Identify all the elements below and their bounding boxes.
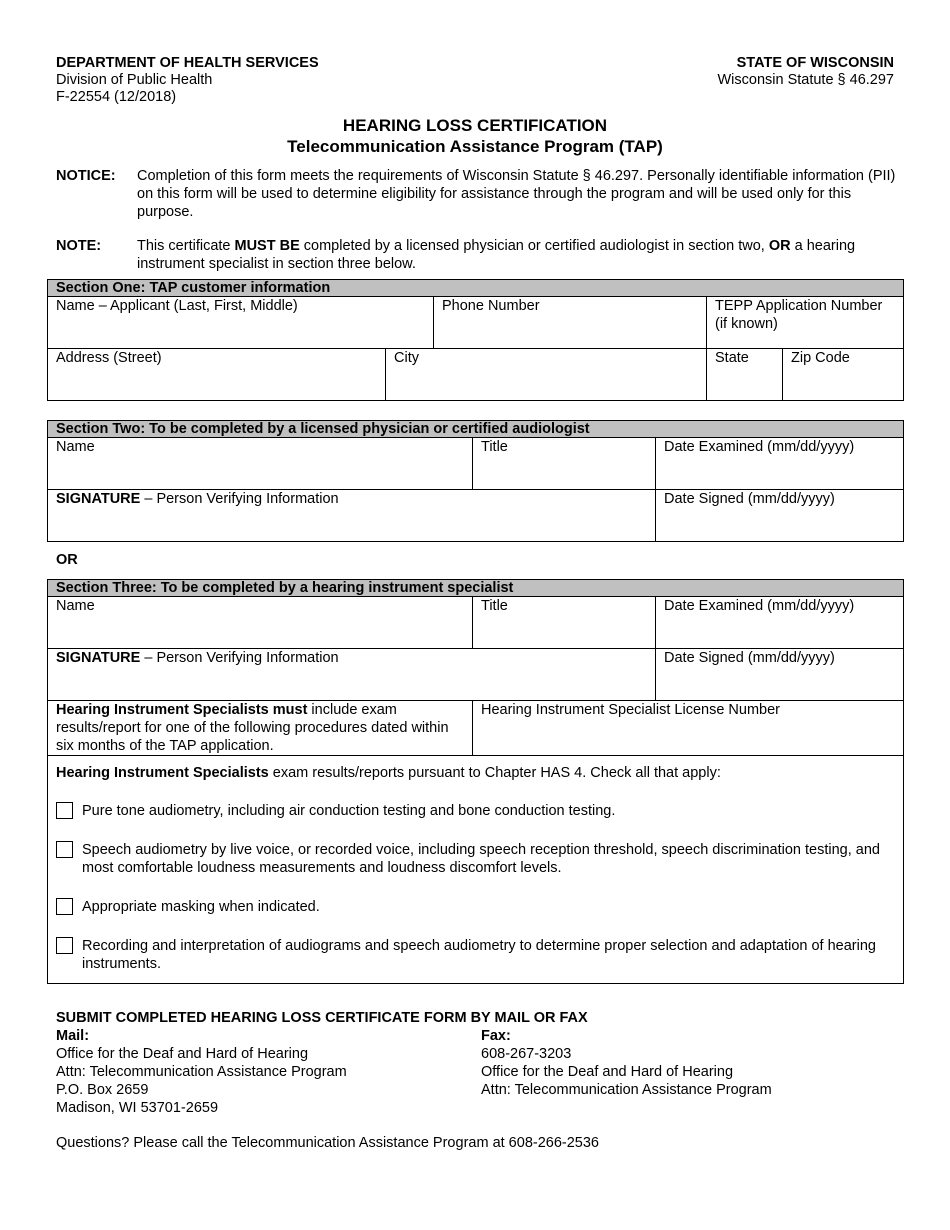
s2-date-signed-label: Date Signed (mm/dd/yyyy) <box>664 491 835 507</box>
s3-date-examined-field[interactable] <box>656 597 904 649</box>
his-requirement-text <box>48 701 473 756</box>
tepp-number-label: TEPP Application Number (if known) <box>715 298 883 332</box>
recording-checkbox[interactable] <box>56 937 73 954</box>
speech-audiometry-checkbox[interactable] <box>56 841 73 858</box>
section-three-header: Section Three: To be completed by a hearing instrument specialist <box>48 580 904 597</box>
check-item-masking <box>56 898 895 916</box>
exam-results-cell <box>48 756 904 984</box>
state-header <box>717 55 894 89</box>
phone-number-field[interactable] <box>434 297 707 349</box>
fax-line: Attn: Telecommunication Assistance Program <box>481 1082 772 1098</box>
check-item-recording <box>56 937 895 973</box>
masking-checkbox[interactable] <box>56 898 73 915</box>
fax-line: Office for the Deaf and Hard of Hearing <box>481 1064 734 1080</box>
s3-signature-label: – Person Verifying Information <box>140 650 339 666</box>
s2-title-label: Title <box>481 439 508 455</box>
division-name: Division of Public Health <box>56 72 213 88</box>
note-text-part2: completed by a licensed physician or certified audiologist in section two, <box>299 238 769 254</box>
fax-label: Fax: <box>481 1028 511 1044</box>
questions-footer: Questions? Please call the Telecommunication Assistance Program at 608-266-2536 <box>56 1135 599 1151</box>
s3-date-signed-label: Date Signed (mm/dd/yyyy) <box>664 650 835 666</box>
exam-results-intro <box>56 764 895 782</box>
form-subtitle: Telecommunication Assistance Program (TAP) <box>287 137 663 156</box>
section-one-table <box>47 279 904 401</box>
mail-column <box>56 1027 347 1117</box>
s2-signature-label-bold: SIGNATURE <box>56 491 141 507</box>
s2-name-field[interactable] <box>48 438 473 490</box>
s3-title-label: Title <box>481 598 508 614</box>
exam-intro-bold: Hearing Instrument Specialists <box>56 765 269 781</box>
s2-name-label: Name <box>56 439 95 455</box>
s3-name-field[interactable] <box>48 597 473 649</box>
note-must-be: MUST BE <box>234 238 300 254</box>
pure-tone-label: Pure tone audiometry, including air conduction testing and bone conduction testing. <box>82 803 616 819</box>
statute-ref: Wisconsin Statute § 46.297 <box>717 72 894 88</box>
speech-audiometry-label: Speech audiometry by live voice, or recorded voice, including speech reception threshold, speech discrimination testing, and most comfortable loudness measurements and loudness discomfort levels. <box>82 842 880 876</box>
note-block <box>56 237 906 273</box>
license-number-label: Hearing Instrument Specialist License Number <box>481 702 780 718</box>
city-label: City <box>394 350 419 366</box>
zip-code-label: Zip Code <box>791 350 850 366</box>
exam-intro-rest: exam results/reports pursuant to Chapter HAS 4. Check all that apply: <box>268 765 721 781</box>
mail-line: P.O. Box 2659 <box>56 1082 149 1098</box>
department-header <box>56 55 319 106</box>
note-label: NOTE: <box>56 238 102 254</box>
masking-label: Appropriate masking when indicated. <box>82 899 320 915</box>
tepp-number-field[interactable] <box>707 297 904 349</box>
pure-tone-checkbox[interactable] <box>56 802 73 819</box>
fax-line: 608-267-3203 <box>481 1046 572 1062</box>
state-label: State <box>715 350 749 366</box>
section-two-header: Section Two: To be completed by a licensed physician or certified audiologist <box>48 421 904 438</box>
mail-line: Office for the Deaf and Hard of Hearing <box>56 1046 309 1062</box>
s2-date-examined-field[interactable] <box>656 438 904 490</box>
recording-label: Recording and interpretation of audiograms and speech audiometry to determine proper selection and adaptation of hearing instruments. <box>82 938 876 972</box>
department-name: DEPARTMENT OF HEALTH SERVICES <box>56 55 319 71</box>
note-text <box>137 237 906 273</box>
check-item-pure-tone <box>56 802 895 820</box>
mail-line: Attn: Telecommunication Assistance Program <box>56 1064 347 1080</box>
s2-date-examined-label: Date Examined (mm/dd/yyyy) <box>664 439 855 455</box>
form-title: HEARING LOSS CERTIFICATION <box>342 116 608 135</box>
mail-label: Mail: <box>56 1028 90 1044</box>
notice-text: Completion of this form meets the requirements of Wisconsin Statute § 46.297. Personally identifiable information (PII) on this form will be used to determine eligibility for assistance through the program and will be used only for this purpose. <box>137 168 896 220</box>
license-number-field[interactable] <box>473 701 904 756</box>
notice-label: NOTICE: <box>56 168 116 184</box>
s2-date-signed-field[interactable] <box>656 490 904 542</box>
s2-title-field[interactable] <box>473 438 656 490</box>
his-must-rest: include exam results/report for one of the following procedures dated within six months of the TAP application. <box>56 702 449 754</box>
section-one-header: Section One: TAP customer information <box>48 280 904 297</box>
applicant-name-field[interactable] <box>48 297 434 349</box>
submit-block <box>56 1009 906 1116</box>
exam-results-block <box>48 756 903 983</box>
s3-date-signed-field[interactable] <box>656 649 904 701</box>
s3-date-examined-label: Date Examined (mm/dd/yyyy) <box>664 598 855 614</box>
s2-signature-field[interactable] <box>48 490 656 542</box>
state-name: STATE OF WISCONSIN <box>736 55 894 71</box>
s3-name-label: Name <box>56 598 95 614</box>
section-two-table <box>47 420 904 542</box>
note-or: OR <box>768 238 791 254</box>
mail-line: Madison, WI 53701-2659 <box>56 1100 219 1116</box>
submit-heading: SUBMIT COMPLETED HEARING LOSS CERTIFICATE FORM BY MAIL OR FAX <box>56 1010 588 1026</box>
fax-column <box>481 1027 772 1099</box>
section-three-table <box>47 579 904 984</box>
or-separator: OR <box>56 552 78 568</box>
applicant-name-label: Name – Applicant (Last, First, Middle) <box>56 298 298 314</box>
state-field[interactable] <box>707 349 783 401</box>
s3-signature-field[interactable] <box>48 649 656 701</box>
his-must-bold: Hearing Instrument Specialists must <box>56 702 308 718</box>
s3-signature-label-bold: SIGNATURE <box>56 650 141 666</box>
phone-number-label: Phone Number <box>442 298 540 314</box>
form-id: F-22554 (12/2018) <box>56 89 177 105</box>
notice-block <box>56 167 906 221</box>
check-item-speech <box>56 841 895 877</box>
s2-signature-label: – Person Verifying Information <box>140 491 339 507</box>
note-text-part3: a hearing instrument specialist in section three below. <box>137 238 856 272</box>
note-text-part1: This certificate <box>137 238 235 254</box>
zip-code-field[interactable] <box>783 349 904 401</box>
city-field[interactable] <box>386 349 707 401</box>
address-field[interactable] <box>48 349 386 401</box>
address-label: Address (Street) <box>56 350 162 366</box>
s3-title-field[interactable] <box>473 597 656 649</box>
